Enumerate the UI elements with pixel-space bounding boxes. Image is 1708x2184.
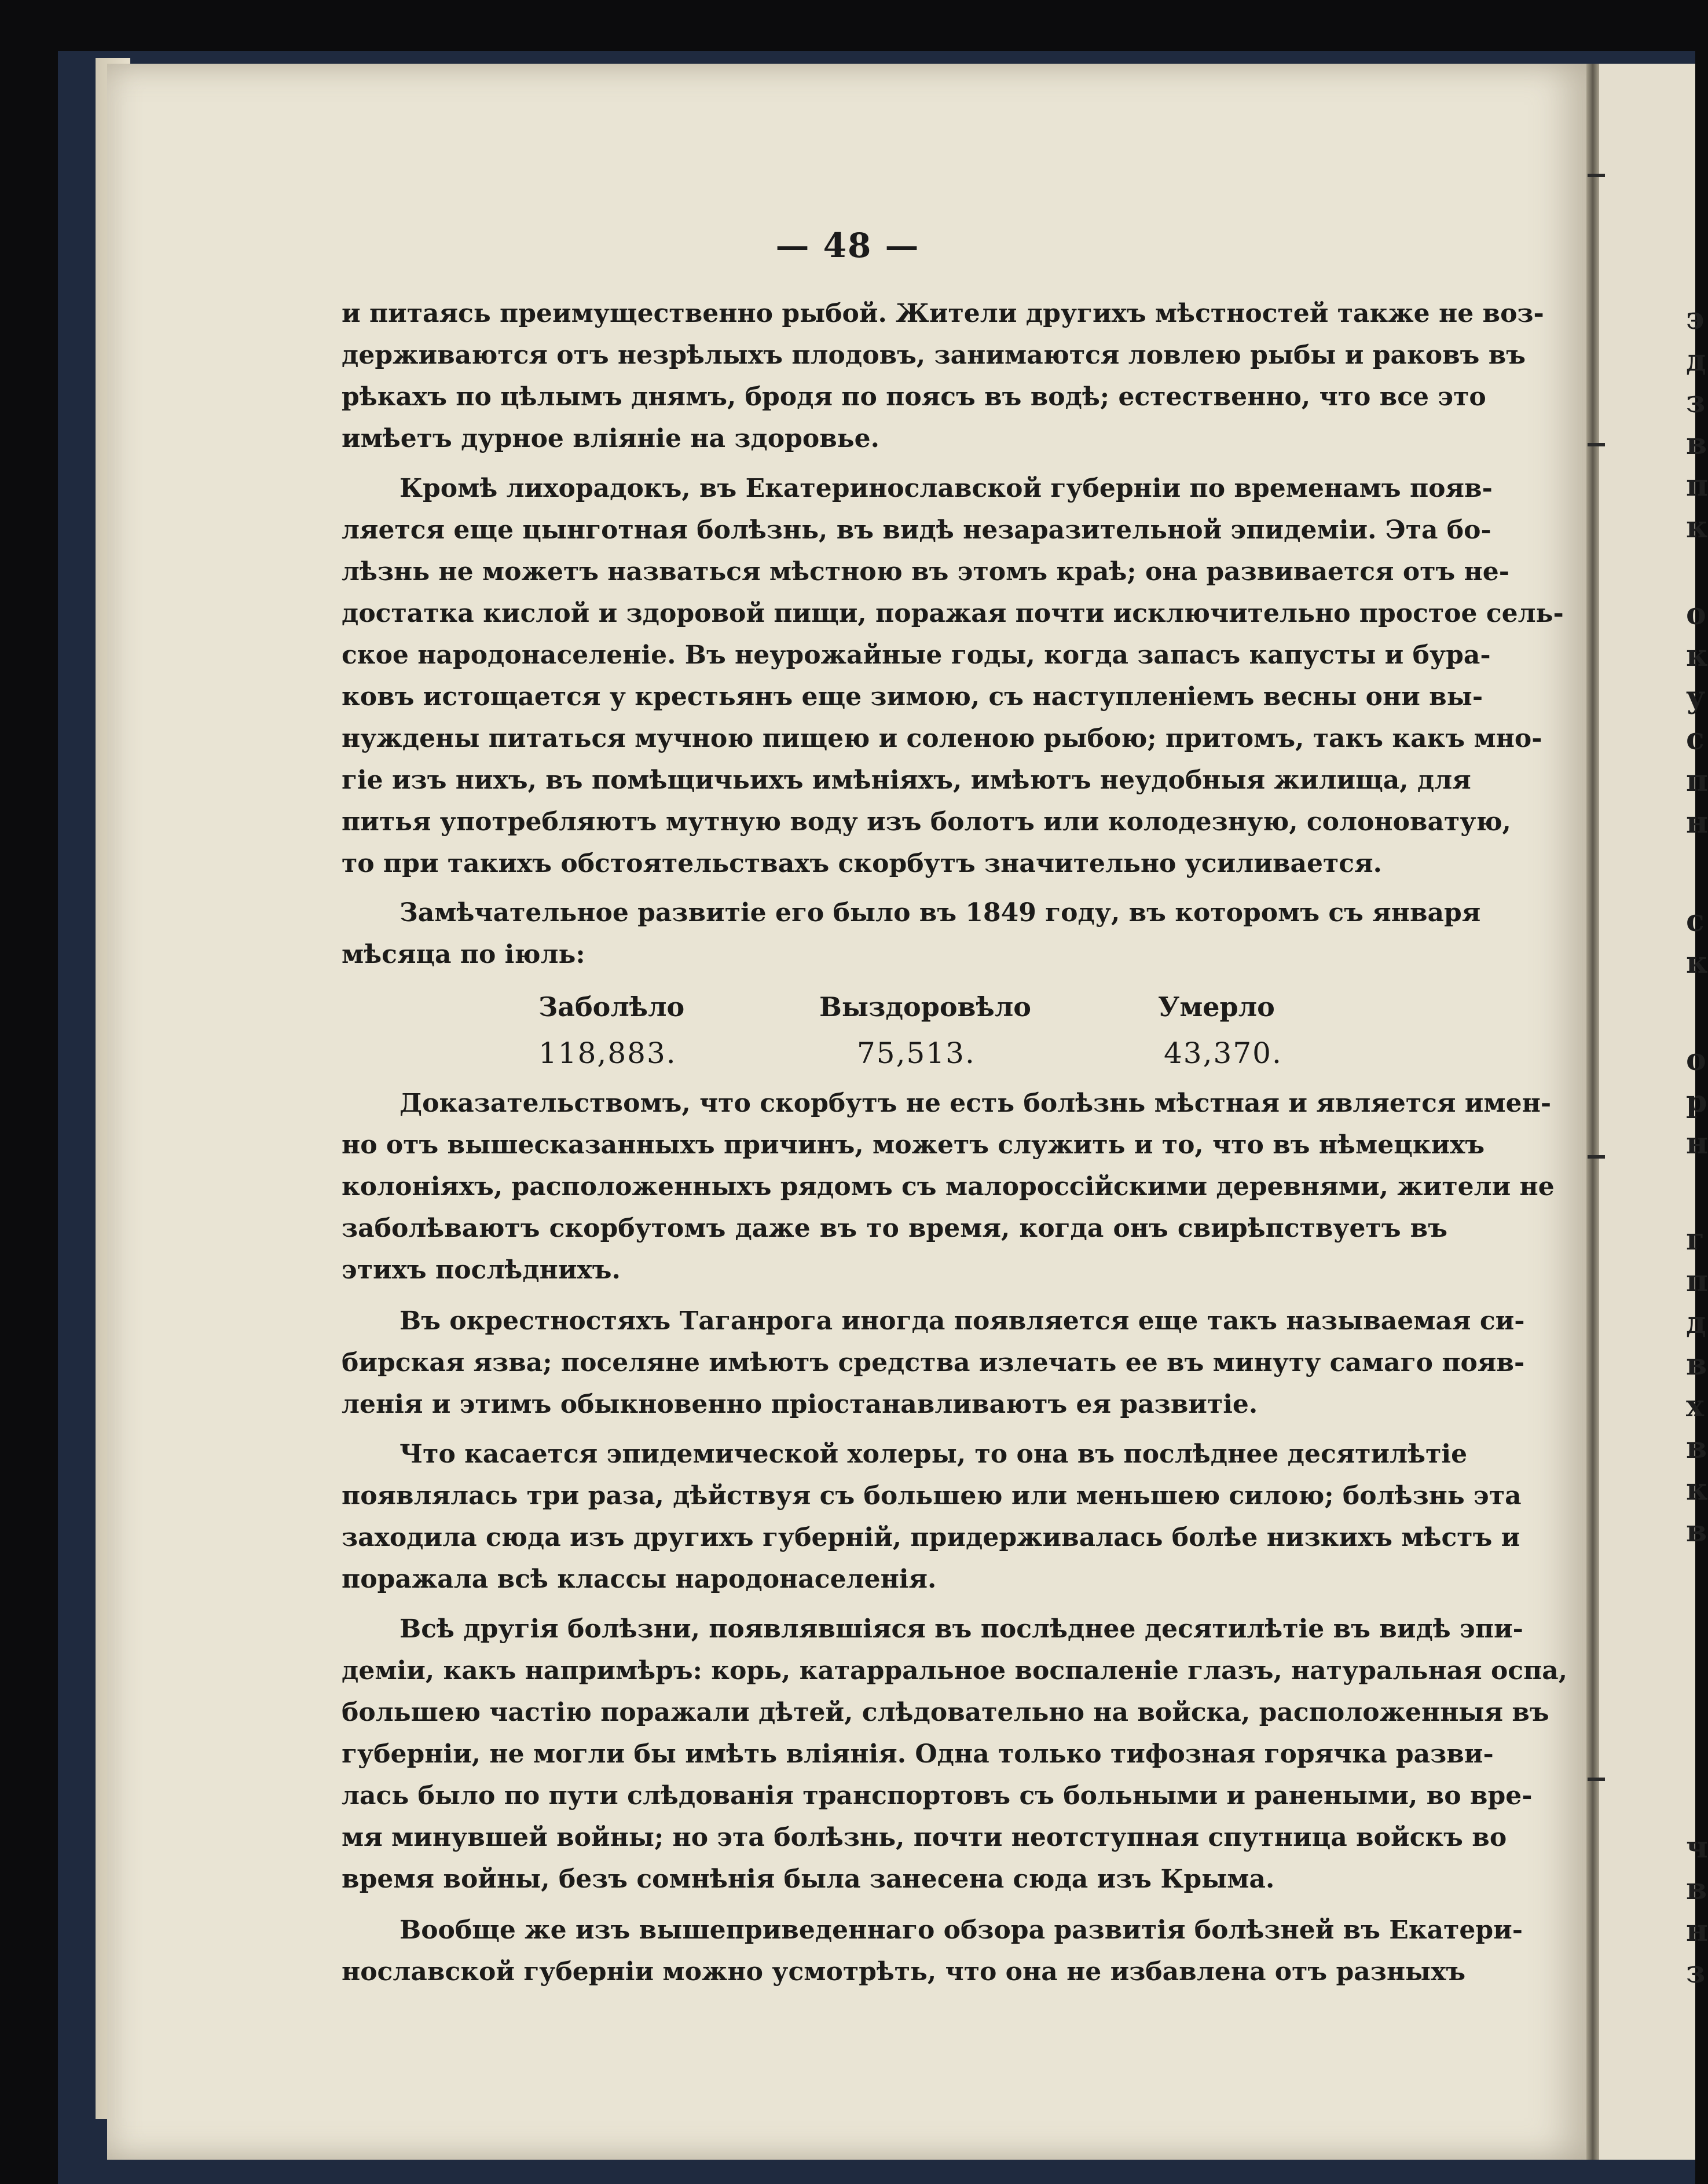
right-page-text-fragment: с [1686, 721, 1705, 757]
text-line: появлялась три раза, дѣйствуя съ большею или меньшею силою; болѣзнь эта [342, 1481, 1522, 1511]
text-line: и питаясь преимущественно рыбой. Жители другихъ мѣстностей также не воз- [342, 299, 1544, 328]
text-line: мя минувшей войны; но эта болѣзнь, почти неотступная спутница войскъ во [342, 1823, 1507, 1852]
right-page-text-fragment: з [1686, 1955, 1706, 1990]
right-page-text-fragment: в [1686, 1347, 1707, 1382]
right-page-text-fragment: н [1686, 805, 1708, 840]
right-page-text-fragment: э [1686, 301, 1705, 336]
text-line: этихъ послѣднихъ. [342, 1255, 621, 1285]
right-page-text-fragment: п [1686, 468, 1708, 503]
text-line: бирская язва; поселяне имѣютъ средства излечать ее въ минуту самаго появ- [342, 1348, 1525, 1377]
book-gutter [1586, 64, 1599, 2160]
text-line: ленія и этимъ обыкновенно пріостанавливаютъ ея развитіе. [342, 1390, 1258, 1419]
text-line: нославской губерніи можно усмотрѣть, что она не избавлена отъ разныхъ [342, 1957, 1466, 1987]
text-line: мѣсяца по іюль: [342, 940, 585, 969]
text-line: ское народонаселеніе. Въ неурожайные годы, когда запасъ капусты и бура- [342, 640, 1491, 670]
right-page-text-fragment: к [1686, 510, 1708, 545]
right-page-text-fragment: у [1686, 680, 1706, 715]
text-line: Доказательствомъ, что скорбутъ не есть болѣзнь мѣстная и является имен- [399, 1089, 1552, 1118]
right-page-text-fragment: в [1686, 1871, 1707, 1907]
right-page-text-fragment: п [1686, 763, 1708, 798]
right-page-text-fragment: о [1686, 1042, 1706, 1078]
text-line: поражала всѣ классы народонаселенія. [342, 1564, 937, 1594]
right-page-text-fragment: с [1686, 903, 1705, 939]
text-line: то при такихъ обстоятельствахъ скорбутъ значительно усиливается. [342, 849, 1382, 878]
text-line: лѣзнь не можетъ назваться мѣстною въ этомъ краѣ; она развивается отъ не- [342, 557, 1510, 587]
right-page-text-fragment: к [1686, 638, 1708, 673]
right-page [1599, 64, 1708, 2160]
text-line: Въ окрестностяхъ Таганрога иногда появляется еще такъ называемая си- [399, 1306, 1525, 1336]
text-line: время войны, безъ сомнѣнія была занесена сюда изъ Крыма. [342, 1864, 1275, 1894]
stats-header-died: Умерло [1158, 991, 1275, 1023]
text-line: имѣетъ дурное вліяніе на здоровье. [342, 424, 879, 453]
text-line: лась было по пути слѣдованія транспортовъ съ больными и ранеными, во вре- [342, 1781, 1533, 1811]
right-page-text-fragment: д [1686, 1305, 1706, 1340]
text-line: Всѣ другія болѣзни, появлявшіяся въ послѣднее десятилѣтіе въ видѣ эпи- [399, 1614, 1523, 1644]
right-page-text-fragment: р [1686, 1084, 1707, 1119]
right-page-text-fragment: д [1686, 343, 1706, 378]
text-line: но отъ вышесказанныхъ причинъ, можетъ служить и то, что въ нѣмецкихъ [342, 1130, 1485, 1160]
right-page-text-fragment: к [1686, 945, 1708, 980]
right-page-text-fragment: н [1686, 1126, 1708, 1161]
right-page-text-fragment: в [1686, 426, 1707, 461]
text-line: нуждены питаться мучною пищею и соленою рыбою; притомъ, такъ какъ мно- [342, 724, 1542, 753]
stats-header-sick: Заболѣло [538, 991, 685, 1023]
stats-value-recovered: 75,513. [857, 1036, 976, 1070]
page-number: — 48 — [775, 226, 920, 265]
text-line: колоніяхъ, расположенныхъ рядомъ съ малороссійскими деревнями, жители не [342, 1172, 1555, 1201]
text-line: губерніи, не могли бы имѣть вліянія. Одна только тифозная горячка разви- [342, 1739, 1494, 1769]
page-tick [1588, 1778, 1605, 1781]
right-page-text-fragment: г [1686, 1222, 1705, 1257]
stats-value-sick: 118,883. [538, 1036, 677, 1070]
text-line: достатка кислой и здоровой пищи, поражая почти исключительно простое сель- [342, 599, 1564, 628]
text-line: Замѣчательное развитіе его было въ 1849 году, въ которомъ съ января [399, 898, 1481, 928]
right-page-text-fragment: к [1686, 1472, 1708, 1507]
stats-header-recovered: Выздоровѣло [819, 991, 1031, 1023]
right-page-text-fragment: х [1686, 1388, 1705, 1424]
text-line: гіе изъ нихъ, въ помѣщичьихъ имѣніяхъ, имѣютъ неудобныя жилища, для [342, 765, 1471, 795]
page-tick [1588, 174, 1605, 177]
text-line: Вообще же изъ вышеприведеннаго обзора развитія болѣзней въ Екатери- [399, 1915, 1523, 1945]
right-page-text-fragment: о [1686, 596, 1706, 632]
text-line: держиваются отъ незрѣлыхъ плодовъ, занимаются ловлею рыбы и раковъ въ [342, 340, 1526, 370]
right-page-text-fragment: п [1686, 1263, 1708, 1299]
right-page-text-fragment: в [1686, 1430, 1707, 1465]
right-page-text-fragment: н [1686, 1913, 1708, 1948]
text-line: заходила сюда изъ другихъ губерній, придерживалась болѣе низкихъ мѣстъ и [342, 1523, 1520, 1552]
page-tick [1588, 1155, 1605, 1159]
text-line: ляется еще цынготная болѣзнь, въ видѣ незаразительной эпидеміи. Эта бо- [342, 515, 1491, 545]
text-line: Кромѣ лихорадокъ, въ Екатеринославской губерніи по временамъ появ- [399, 474, 1493, 503]
page-tick [1588, 443, 1605, 446]
text-line: заболѣваютъ скорбутомъ даже въ то время, когда онъ свирѣпствуетъ въ [342, 1214, 1447, 1243]
right-page-text-fragment: в [1686, 1514, 1707, 1549]
right-page-text-fragment: ч [1686, 1830, 1708, 1865]
text-line: ковъ истощается у крестьянъ еще зимою, съ наступленіемъ весны они вы- [342, 682, 1483, 712]
text-line: питья употребляютъ мутную воду изъ болотъ или колодезную, солоноватую, [342, 807, 1511, 837]
text-line: Что касается эпидемической холеры, то она въ послѣднее десятилѣтіе [399, 1439, 1468, 1469]
stats-value-died: 43,370. [1164, 1036, 1282, 1070]
right-page-text-fragment: з [1686, 384, 1706, 420]
text-line: рѣкахъ по цѣлымъ днямъ, бродя по поясъ въ водѣ; естественно, что все это [342, 382, 1486, 412]
text-line: большею частію поражали дѣтей, слѣдовательно на войска, расположенныя въ [342, 1698, 1549, 1727]
text-line: деміи, какъ напримѣръ: корь, катарральное воспаленіе глазъ, натуральная оспа, [342, 1656, 1568, 1685]
